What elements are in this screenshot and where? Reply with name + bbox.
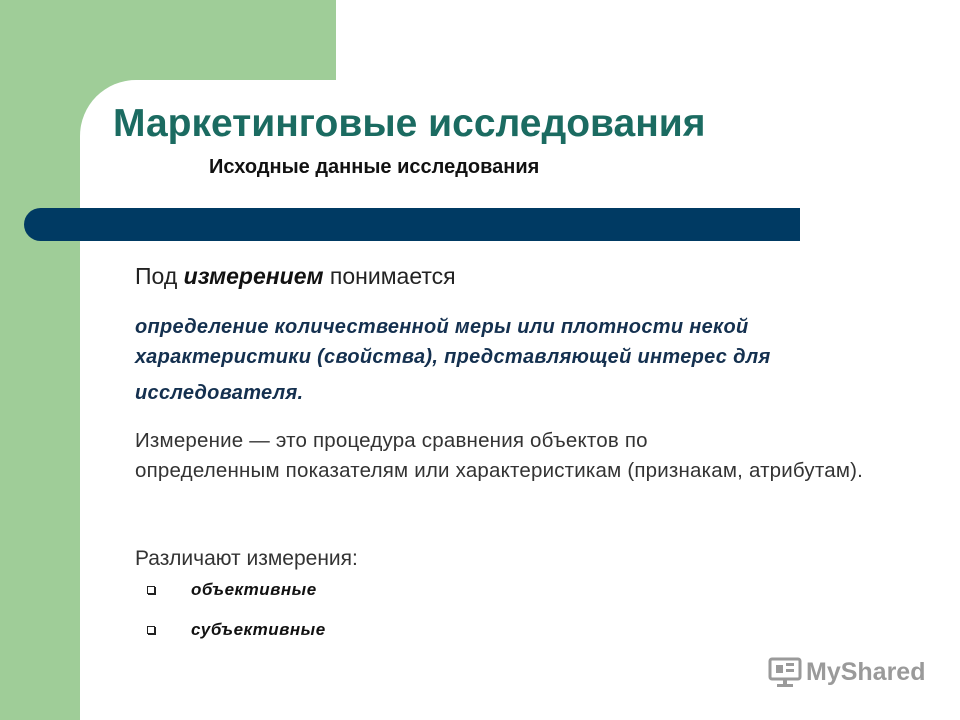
presentation-icon [768,656,802,688]
paragraph-line-1: Измерение — это процедура сравнения объектов по [135,429,648,452]
list-item-label: объективные [191,580,317,599]
definition-text [135,312,895,408]
intro-line [135,263,456,290]
definition-line-1: определение количественной меры или плотности некой характеристики (свойства), представляющей интерес для [135,316,771,368]
header-divider-bar [24,208,800,241]
intro-suffix: понимается [323,263,456,289]
list-item [147,620,326,640]
distinguish-label: Различают измерения: [135,547,358,570]
watermark [768,656,925,688]
intro-emphasis: измерением [183,263,324,289]
paragraph-line-2: определенным показателям или характеристикам (признакам, атрибутам). [135,459,864,482]
intro-prefix: Под [135,263,184,289]
definition-line-2: исследователя. [135,382,304,404]
green-left-strip [0,0,80,720]
square-bullet-icon [147,626,155,634]
list-item [147,580,317,600]
watermark-text: MyShared [806,657,926,686]
measurement-paragraph [135,428,865,484]
list-item-label: субъективные [191,620,326,639]
slide-title: Маркетинговые исследования [113,102,706,145]
square-bullet-icon [147,586,155,594]
slide-subtitle: Исходные данные исследования [209,156,540,178]
